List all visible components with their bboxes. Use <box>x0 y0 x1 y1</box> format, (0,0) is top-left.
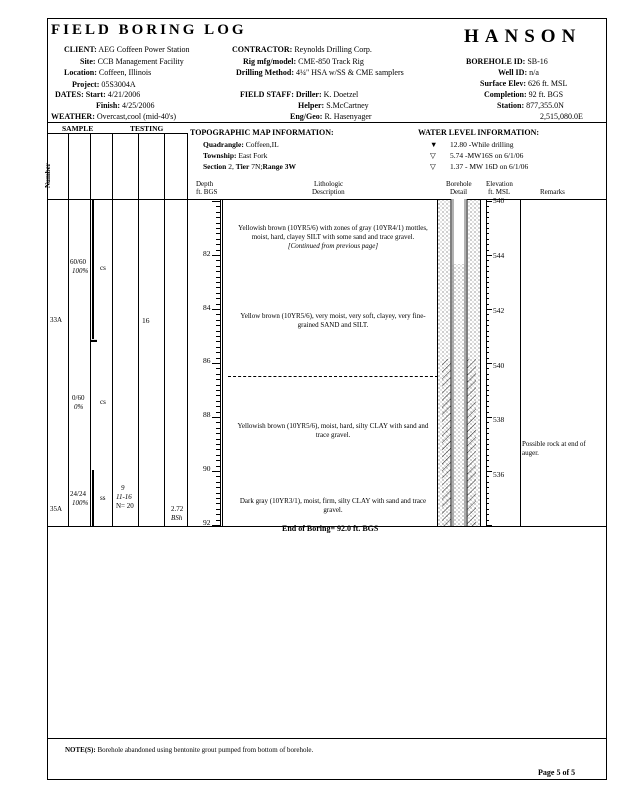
contractor-label: CONTRACTOR: <box>232 45 293 54</box>
station2-value: 2,515,080.0E <box>540 112 583 121</box>
depth-tick-mark <box>216 293 220 294</box>
depth-tick-mark <box>216 358 220 359</box>
sample-type: ss <box>100 494 106 502</box>
completion-value: 92 ft. BGS <box>528 90 564 99</box>
end-of-boring: End of Boring= 92.0 ft. BGS <box>282 524 379 533</box>
sample-pp: 2.72 <box>171 505 184 513</box>
depth-tick-mark <box>216 412 220 413</box>
sample-type: cs <box>100 264 106 272</box>
sample-recovery: 24/24 <box>70 490 86 498</box>
depth-tick: 92 <box>203 518 211 527</box>
sample-nval: N= 20 <box>116 502 134 510</box>
tier-value: 7N; <box>251 162 263 171</box>
depth-tick-mark <box>216 379 220 380</box>
depth-tick-mark <box>216 395 220 396</box>
start-value: 4/21/2006 <box>107 90 141 99</box>
depth-tick-mark <box>216 336 220 337</box>
location-value: Coffeen, Illinois <box>98 68 152 77</box>
depth-tick-mark <box>212 255 220 256</box>
rig-value: CME-850 Track Rig <box>298 57 364 66</box>
elev-tick: 542 <box>493 306 505 315</box>
sample-blows: 9 <box>121 484 125 492</box>
depth-tick-mark <box>212 471 220 472</box>
depth-tick-mark <box>216 476 220 477</box>
depth-tick-mark <box>216 520 220 521</box>
depth-tick-mark <box>216 206 220 207</box>
depth-tick-mark <box>216 487 220 488</box>
borehole-label: BOREHOLE ID: <box>466 57 526 66</box>
sample-pct: 100% <box>72 267 89 275</box>
depth-tick-mark <box>216 314 220 315</box>
depth-tick-mark <box>216 341 220 342</box>
depth-tick-mark <box>216 352 220 353</box>
litho-description: Yellowish brown (10YR5/6) with zones of gray (10YR4/1) mottles, moist, hard, clayey SILT with some sand and trace gravel. [Continued from previous page] <box>238 224 428 250</box>
depth-tick-mark <box>216 482 220 483</box>
client-label: CLIENT: <box>64 45 97 54</box>
depth-tick-mark <box>216 390 220 391</box>
enggeo-value: R. Hasenyager <box>324 112 372 121</box>
depth-tick-mark <box>216 433 220 434</box>
wellid-label: Well ID: <box>498 68 528 77</box>
depth-tick: 84 <box>203 303 211 312</box>
depth-tick-mark <box>216 282 220 283</box>
elev-tick: 540 <box>493 361 505 370</box>
depth-tick-mark <box>216 368 220 369</box>
depth-tick-mark <box>216 503 220 504</box>
log-title: FIELD BORING LOG <box>51 22 247 38</box>
depth-tick-mark <box>216 455 220 456</box>
depth-tick-mark <box>216 228 220 229</box>
notes-text: Borehole abandoned using bentonite grout pumped from bottom of borehole. <box>97 746 314 754</box>
elev-value: 626 ft. MSL <box>528 79 568 88</box>
number-header: Number <box>44 163 52 188</box>
station-label: Station: <box>497 101 525 110</box>
driller-value: K. Doetzel <box>323 90 359 99</box>
tier-label: Tier <box>235 162 250 171</box>
elev-top: 540 <box>493 196 505 205</box>
depth-tick-mark <box>216 266 220 267</box>
depth-tick-mark <box>216 287 220 288</box>
depth-tick-mark <box>216 509 220 510</box>
depth-tick-mark <box>216 325 220 326</box>
depth-tick-mark <box>216 347 220 348</box>
depth-unit-header: ft. BGS <box>196 188 218 196</box>
sample-number: 35A <box>50 505 63 513</box>
elev-tick: 538 <box>493 415 505 424</box>
depth-tick-mark <box>216 233 220 234</box>
project-value: 05S3004A <box>101 80 136 89</box>
depth-tick-mark <box>216 466 220 467</box>
depth-tick-mark <box>216 260 220 261</box>
method-label: Drilling Method: <box>236 68 294 77</box>
depth-tick: 90 <box>203 464 211 473</box>
notes-label: NOTE(S): <box>65 746 96 754</box>
sample-recovery: 60/60 <box>70 258 86 266</box>
borehole-header: Borehole <box>446 180 472 188</box>
elev-tick: 544 <box>493 251 505 260</box>
section-value: 2, <box>228 162 234 171</box>
depth-tick-mark <box>216 439 220 440</box>
elevation-header: Elevation <box>486 180 513 188</box>
weather-value: Overcast,cool (mid-40's) <box>96 112 177 121</box>
water-row: ▼ 12.80 -While drilling <box>430 140 514 149</box>
litho-description: Yellowish brown (10YR5/6), moist, hard, silty CLAY with sand and trace gravel. <box>237 422 429 439</box>
water-info-title: WATER LEVEL INFORMATION: <box>418 128 540 137</box>
wellid-value: n/a <box>529 68 539 77</box>
section-label: Section <box>203 162 227 171</box>
depth-tick-mark <box>216 223 220 224</box>
elev-label: Surface Elev: <box>480 79 526 88</box>
sample-pct: 100% <box>72 499 89 507</box>
remarks-text: Possible rock at end of auger. <box>522 440 586 457</box>
staff-label: FIELD STAFF: <box>240 90 294 99</box>
start-label: Start: <box>85 90 106 99</box>
litho-header: Lithologic <box>314 180 344 188</box>
sample-number: 33A <box>50 316 63 324</box>
page-number: Page 5 of 5 <box>538 768 576 777</box>
depth-tick-mark <box>216 444 220 445</box>
township-label: Township: <box>203 151 237 160</box>
depth-header: Depth <box>196 180 214 188</box>
depth-tick-mark <box>216 493 220 494</box>
quad-value: Coffeen,IL <box>245 140 279 149</box>
depth-tick-mark <box>216 217 220 218</box>
depth-tick-mark <box>216 422 220 423</box>
depth-tick: 88 <box>203 410 211 419</box>
litho-description: Yellow brown (10YR5/6), very moist, very soft, clayey, very fine-grained SAND and SILT. <box>240 312 426 329</box>
water-row: ▽ 5.74 -MW16S on 6/1/06 <box>430 151 524 160</box>
dates-label: DATES: <box>55 90 84 99</box>
site-label: Site: <box>80 57 96 66</box>
contractor-value: Reynolds Drilling Corp. <box>294 45 372 54</box>
sample-blows: 16 <box>142 316 150 325</box>
depth-tick-mark <box>212 201 220 202</box>
depth-tick-mark <box>216 449 220 450</box>
depth-tick-mark <box>216 460 220 461</box>
borehole-value: SB-16 <box>527 57 548 66</box>
township-value: East Fork <box>238 151 268 160</box>
depth-tick-mark <box>216 304 220 305</box>
depth-tick: 82 <box>203 249 211 258</box>
range-label: Range <box>262 162 283 171</box>
company-logo: HANSON <box>464 26 582 47</box>
depth-tick-mark <box>216 298 220 299</box>
water-row: ▽ 1.37 - MW 16D on 6/1/06 <box>430 162 529 171</box>
location-label: Location: <box>64 68 97 77</box>
project-label: Project: <box>72 80 100 89</box>
helper-label: Helper: <box>298 101 325 110</box>
depth-tick-mark <box>216 331 220 332</box>
sample-pp-note: BSh <box>171 514 183 522</box>
testing-header: TESTING <box>130 124 164 133</box>
sample-type: cs <box>100 398 106 406</box>
depth-tick-mark <box>216 514 220 515</box>
finish-value: 4/25/2006 <box>122 101 155 110</box>
litho-header-2: Description <box>312 188 345 196</box>
borehole-header-2: Detail <box>450 188 468 196</box>
depth-tick-mark <box>212 363 220 364</box>
finish-label: Finish: <box>96 101 121 110</box>
depth-tick-mark <box>216 239 220 240</box>
depth-tick-mark <box>212 417 220 418</box>
depth-tick-mark <box>216 277 220 278</box>
elev-tick: 536 <box>493 470 505 479</box>
elevation-header-2: ft. MSL <box>488 188 511 196</box>
depth-tick-mark <box>216 250 220 251</box>
borehole-detail-diagram <box>438 199 480 526</box>
sample-header: SAMPLE <box>62 124 94 133</box>
depth-tick-mark <box>216 212 220 213</box>
quad-label: Quadrangle: <box>203 140 244 149</box>
depth-tick-mark <box>216 271 220 272</box>
depth-tick-mark <box>216 428 220 429</box>
site-value: CCB Management Facility <box>97 57 184 66</box>
depth-tick-mark <box>216 320 220 321</box>
rig-label: Rig mfg/model: <box>243 57 297 66</box>
depth-tick-mark <box>216 244 220 245</box>
depth-tick-mark <box>216 385 220 386</box>
depth-tick-mark <box>212 309 220 310</box>
completion-label: Completion: <box>484 90 527 99</box>
weather-label: WEATHER: <box>51 112 95 121</box>
depth-tick-mark <box>216 498 220 499</box>
remarks-header: Remarks <box>540 188 565 196</box>
sample-pct: 0% <box>74 403 84 411</box>
client-value: AEG Coffeen Power Station <box>98 45 190 54</box>
range-value: 3W <box>284 162 296 171</box>
litho-description: Dark gray (10YR3/1), moist, firm, silty CLAY with sand and trace gravel. <box>239 497 427 514</box>
driller-label: Driller: <box>295 90 322 99</box>
method-value: 4¼" HSA w/SS & CME samplers <box>296 68 404 77</box>
map-info-title: TOPOGRAPHIC MAP INFORMATION: <box>190 128 334 137</box>
depth-tick-mark <box>216 406 220 407</box>
sample-blows-2: 11-16 <box>116 493 132 501</box>
helper-value: S.McCartney <box>326 101 369 110</box>
depth-tick-mark <box>216 401 220 402</box>
depth-tick: 86 <box>203 356 211 365</box>
sample-recovery: 0/60 <box>72 394 85 402</box>
depth-tick-mark <box>216 374 220 375</box>
station-value: 877,355.0N <box>526 101 564 110</box>
enggeo-label: Eng/Geo: <box>290 112 323 121</box>
